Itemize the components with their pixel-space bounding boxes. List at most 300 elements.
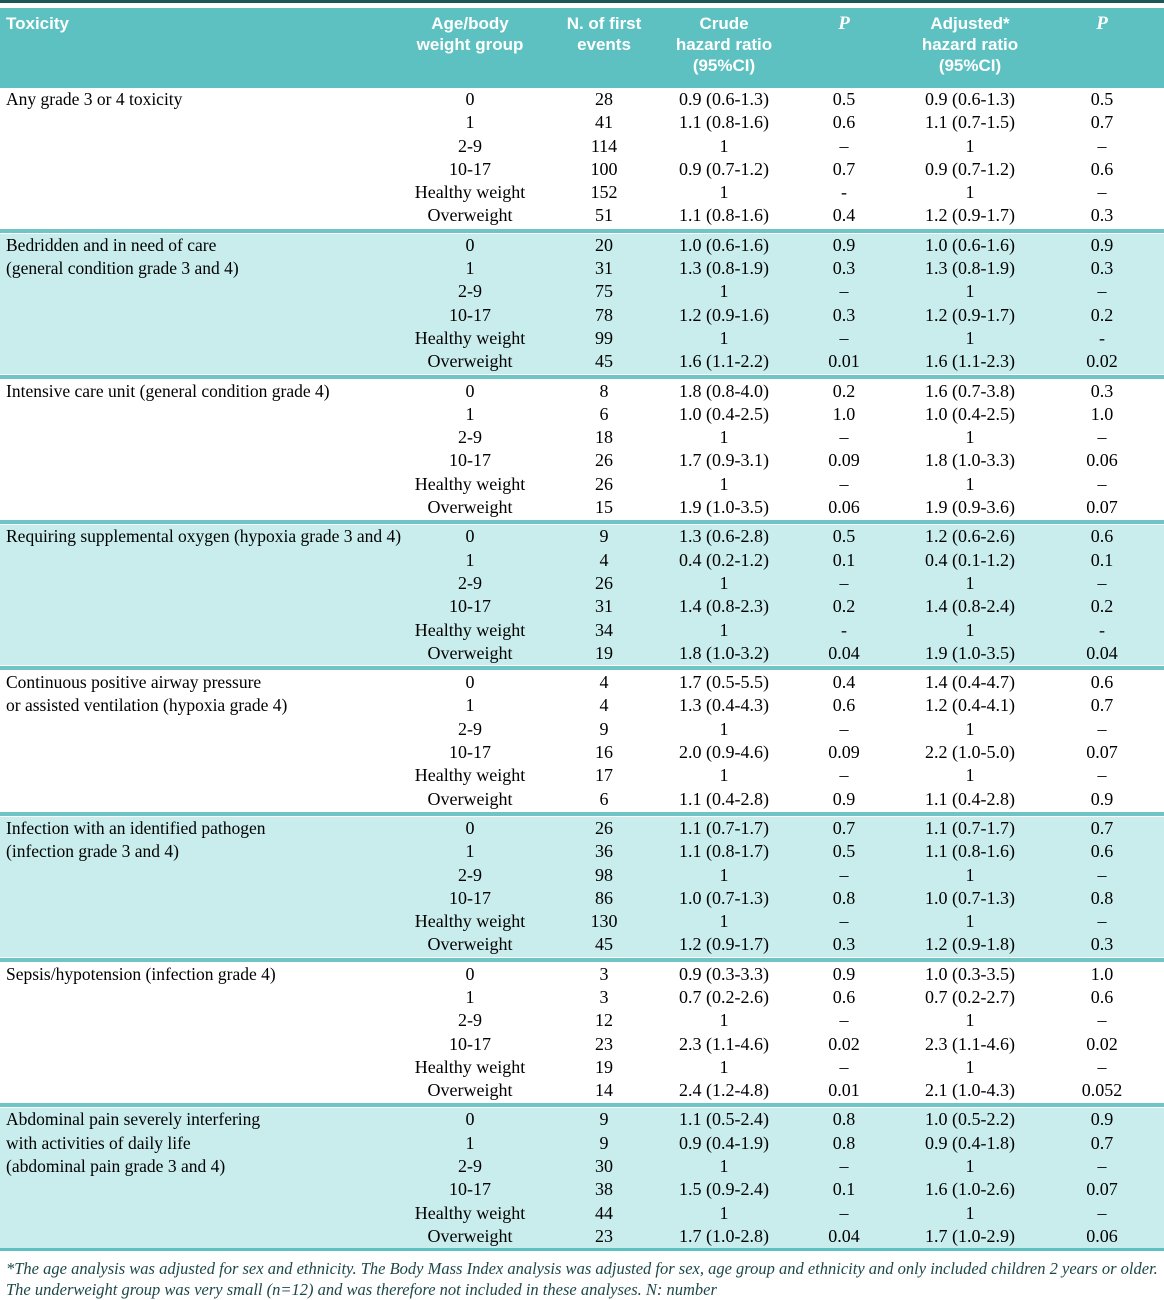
age-group-cell: 0 [465, 234, 475, 255]
crude-hr-cell: 1.8 (1.0-3.2) [679, 642, 769, 663]
adjusted-p-cell: 0.2 [1090, 304, 1114, 325]
toxicity-cell [0, 887, 392, 910]
crude-p-cell: – [839, 1056, 849, 1077]
n-events-cell: 100 [590, 158, 618, 179]
toxicity-cell: Bedridden and in need of care [6, 234, 217, 255]
adjusted-hr-cell: 1 [965, 135, 975, 156]
n-events-cell: 16 [595, 742, 613, 763]
n-events-cell: 34 [595, 619, 613, 640]
crude-hr-cell: 1 [719, 911, 729, 932]
n-events-cell: 44 [595, 1202, 613, 1223]
adjusted-p-cell: 0.3 [1090, 934, 1114, 955]
adjusted-hr-cell: 1 [965, 765, 975, 786]
age-group-cell: 10-17 [449, 596, 491, 617]
table-row [0, 181, 1164, 204]
age-group-cell: 10-17 [449, 450, 491, 471]
crude-hr-cell: 1.4 (0.8-2.3) [679, 596, 769, 617]
table-row [0, 840, 1164, 863]
header-col-n-events: N. of first events [566, 14, 642, 54]
crude-p-cell: 0.09 [828, 450, 860, 471]
toxicity-cell: (infection grade 3 and 4) [6, 841, 179, 862]
crude-p-cell: – [839, 473, 849, 494]
table-row [0, 910, 1164, 933]
toxicity-cell: with activities of daily life [6, 1132, 191, 1153]
toxicity-cell [0, 1178, 392, 1201]
adjusted-hr-cell: 1.2 (0.4-4.1) [925, 695, 1015, 716]
n-events-cell: 18 [595, 427, 613, 448]
adjusted-hr-cell: 1.2 (0.6-2.6) [925, 526, 1015, 547]
n-events-cell: 30 [595, 1156, 613, 1177]
crude-hr-cell: 1.3 (0.6-2.8) [679, 526, 769, 547]
adjusted-hr-cell: 2.1 (1.0-4.3) [925, 1080, 1015, 1101]
n-events-cell: 152 [590, 182, 618, 203]
adjusted-hr-cell: 1.1 (0.7-1.7) [925, 817, 1015, 838]
n-events-cell: 9 [599, 1132, 609, 1153]
toxicity-cell [0, 350, 392, 373]
adjusted-hr-cell: 1 [965, 718, 975, 739]
age-group-cell: 1 [465, 841, 475, 862]
crude-hr-cell: 1.1 (0.5-2.4) [679, 1109, 769, 1130]
table-row [0, 304, 1164, 327]
crude-p-cell: 0.4 [832, 205, 856, 226]
n-events-cell: 51 [595, 205, 613, 226]
adjusted-hr-cell: 1 [965, 281, 975, 302]
crude-hr-cell: 0.4 (0.2-1.2) [679, 549, 769, 570]
toxicity-group [0, 1108, 1164, 1248]
adjusted-p-cell: 0.9 [1090, 234, 1114, 255]
adjusted-p-cell: – [1097, 864, 1107, 885]
crude-hr-cell: 1.1 (0.7-1.7) [679, 817, 769, 838]
toxicity-cell [0, 496, 392, 519]
toxicity-cell [0, 864, 392, 887]
adjusted-p-cell: – [1097, 1010, 1107, 1031]
header-col-age-group: Age/body weight group [416, 14, 524, 54]
age-group-cell: 0 [465, 963, 475, 984]
age-group-cell: Healthy weight [414, 911, 526, 932]
adjusted-hr-cell: 1.7 (1.0-2.9) [925, 1225, 1015, 1246]
n-events-cell: 45 [595, 934, 613, 955]
adjusted-p-cell: – [1097, 1156, 1107, 1177]
table-row [0, 741, 1164, 764]
toxicity-cell [0, 1056, 392, 1079]
adjusted-hr-cell: 1 [965, 1202, 975, 1223]
crude-hr-cell: 1.0 (0.7-1.3) [679, 887, 769, 908]
crude-p-cell: 0.9 [832, 963, 856, 984]
crude-p-cell: – [839, 572, 849, 593]
adjusted-p-cell: 0.3 [1090, 205, 1114, 226]
toxicity-cell [0, 426, 392, 449]
header-col-crude-hr: Crude hazard ratio (95%CI) [675, 14, 773, 75]
crude-p-cell: – [839, 1010, 849, 1031]
age-group-cell: 0 [465, 526, 475, 547]
n-events-cell: 3 [599, 986, 609, 1007]
crude-p-cell: 0.4 [832, 672, 856, 693]
crude-p-cell: 0.8 [832, 1132, 856, 1153]
table-row [0, 158, 1164, 181]
toxicity-group [0, 525, 1164, 665]
adjusted-p-cell: - [1099, 327, 1105, 348]
table-row [0, 595, 1164, 618]
toxicity-group [0, 234, 1164, 374]
n-events-cell: 9 [599, 526, 609, 547]
age-group-cell: 0 [465, 672, 475, 693]
crude-hr-cell: 1.0 (0.4-2.5) [679, 403, 769, 424]
age-group-cell: 2-9 [458, 864, 482, 885]
table-row [0, 1056, 1164, 1079]
age-group-cell: 2-9 [458, 281, 482, 302]
table-row [0, 1079, 1164, 1102]
age-group-cell: Healthy weight [414, 1202, 526, 1223]
n-events-cell: 36 [595, 841, 613, 862]
table-row [0, 619, 1164, 642]
toxicity-cell: Continuous positive airway pressure [6, 672, 262, 693]
table-row [0, 1202, 1164, 1225]
table-row [0, 426, 1164, 449]
crude-hr-cell: 1 [719, 718, 729, 739]
n-events-cell: 28 [595, 89, 613, 109]
crude-hr-cell: 1 [719, 765, 729, 786]
toxicity-cell: Sepsis/hypotension (infection grade 4) [6, 963, 276, 984]
crude-hr-cell: 1.1 (0.8-1.6) [679, 205, 769, 226]
crude-hr-cell: 0.9 (0.4-1.9) [679, 1132, 769, 1153]
n-events-cell: 130 [590, 911, 618, 932]
table-row [0, 496, 1164, 519]
n-events-cell: 98 [595, 864, 613, 885]
n-events-cell: 23 [595, 1033, 613, 1054]
age-group-cell: Healthy weight [414, 765, 526, 786]
n-events-cell: 45 [595, 351, 613, 372]
age-group-cell: 2-9 [458, 427, 482, 448]
n-events-cell: 99 [595, 327, 613, 348]
adjusted-p-cell: 0.7 [1090, 695, 1114, 716]
table-header [0, 8, 1164, 88]
age-group-cell: 0 [465, 1109, 475, 1130]
adjusted-hr-cell: 1.9 (1.0-3.5) [925, 642, 1015, 663]
adjusted-p-cell: 0.6 [1090, 158, 1114, 179]
n-events-cell: 6 [599, 788, 609, 809]
table-row [0, 788, 1164, 811]
adjusted-p-cell: 0.07 [1086, 1179, 1118, 1200]
table-row [0, 1132, 1164, 1155]
crude-p-cell: 0.8 [832, 1109, 856, 1130]
toxicity-cell [0, 741, 392, 764]
adjusted-hr-cell: 1.0 (0.4-2.5) [925, 403, 1015, 424]
adjusted-hr-cell: 0.9 (0.6-1.3) [925, 89, 1015, 109]
table-row [0, 642, 1164, 665]
n-events-cell: 31 [595, 258, 613, 279]
age-group-cell: 2-9 [458, 1010, 482, 1031]
adjusted-hr-cell: 1.0 (0.7-1.3) [925, 887, 1015, 908]
n-events-cell: 31 [595, 596, 613, 617]
toxicity-cell: (abdominal pain grade 3 and 4) [6, 1156, 226, 1177]
crude-hr-cell: 1 [719, 619, 729, 640]
age-group-cell: 0 [465, 380, 475, 401]
crude-p-cell: - [841, 182, 847, 203]
table-top-border [0, 0, 1164, 8]
crude-p-cell: 0.6 [832, 695, 856, 716]
crude-p-cell: – [839, 327, 849, 348]
n-events-cell: 86 [595, 887, 613, 908]
adjusted-p-cell: 0.06 [1086, 450, 1118, 471]
age-group-cell: 1 [465, 258, 475, 279]
n-events-cell: 4 [599, 549, 609, 570]
adjusted-hr-cell: 0.9 (0.7-1.2) [925, 158, 1015, 179]
crude-hr-cell: 1.9 (1.0-3.5) [679, 497, 769, 518]
n-events-cell: 23 [595, 1225, 613, 1246]
adjusted-p-cell: – [1097, 765, 1107, 786]
adjusted-p-cell: 0.1 [1090, 549, 1114, 570]
table-row [0, 449, 1164, 472]
toxicity-cell [0, 764, 392, 787]
n-events-cell: 41 [595, 112, 613, 133]
n-events-cell: 20 [595, 234, 613, 255]
adjusted-hr-cell: 1.6 (0.7-3.8) [925, 380, 1015, 401]
table-row [0, 327, 1164, 350]
age-group-cell: 10-17 [449, 304, 491, 325]
toxicity-cell: Infection with an identified pathogen [6, 817, 266, 838]
adjusted-p-cell: 0.6 [1090, 672, 1114, 693]
crude-hr-cell: 2.4 (1.2-4.8) [679, 1080, 769, 1101]
crude-hr-cell: 1.2 (0.9-1.6) [679, 304, 769, 325]
adjusted-p-cell: 0.6 [1090, 841, 1114, 862]
adjusted-hr-cell: 1.6 (1.1-2.3) [925, 351, 1015, 372]
toxicity-cell [0, 1202, 392, 1225]
crude-hr-cell: 0.9 (0.6-1.3) [679, 89, 769, 109]
table-row [0, 764, 1164, 787]
adjusted-hr-cell: 1 [965, 572, 975, 593]
toxicity-cell [0, 158, 392, 181]
adjusted-hr-cell: 1 [965, 1010, 975, 1031]
n-events-cell: 14 [595, 1080, 613, 1101]
adjusted-p-cell: 0.7 [1090, 817, 1114, 838]
table-body [0, 88, 1164, 1248]
adjusted-hr-cell: 1.3 (0.8-1.9) [925, 258, 1015, 279]
n-events-cell: 4 [599, 672, 609, 693]
adjusted-p-cell: 0.7 [1090, 1132, 1114, 1153]
age-group-cell: Overweight [427, 205, 513, 226]
age-group-cell: Overweight [427, 934, 513, 955]
crude-p-cell: 0.5 [832, 841, 856, 862]
toxicity-cell [0, 181, 392, 204]
adjusted-hr-cell: 1.9 (0.9-3.6) [925, 497, 1015, 518]
table-row [0, 403, 1164, 426]
adjusted-p-cell: – [1097, 427, 1107, 448]
toxicity-cell [0, 1009, 392, 1032]
age-group-cell: 2-9 [458, 718, 482, 739]
toxicity-cell [0, 1033, 392, 1056]
adjusted-p-cell: 0.02 [1086, 351, 1118, 372]
crude-hr-cell: 1 [719, 135, 729, 156]
crude-p-cell: – [839, 1156, 849, 1177]
crude-p-cell: – [839, 718, 849, 739]
age-group-cell: Healthy weight [414, 619, 526, 640]
toxicity-cell [0, 910, 392, 933]
table-row [0, 525, 1164, 548]
adjusted-hr-cell: 2.2 (1.0-5.0) [925, 742, 1015, 763]
age-group-cell: 1 [465, 695, 475, 716]
adjusted-p-cell: – [1097, 1202, 1107, 1223]
age-group-cell: 10-17 [449, 1033, 491, 1054]
toxicity-cell: Requiring supplemental oxygen (hypoxia grade 3 and 4) [6, 526, 402, 547]
adjusted-hr-cell: 0.4 (0.1-1.2) [925, 549, 1015, 570]
crude-hr-cell: 1.2 (0.9-1.7) [679, 934, 769, 955]
adjusted-p-cell: 0.6 [1090, 526, 1114, 547]
n-events-cell: 4 [599, 695, 609, 716]
crude-p-cell: 0.7 [832, 158, 856, 179]
adjusted-hr-cell: 1 [965, 182, 975, 203]
adjusted-p-cell: 0.9 [1090, 1109, 1114, 1130]
adjusted-hr-cell: 1 [965, 427, 975, 448]
adjusted-hr-cell: 1.2 (0.9-1.7) [925, 304, 1015, 325]
n-events-cell: 75 [595, 281, 613, 302]
table-row [0, 280, 1164, 303]
crude-hr-cell: 2.0 (0.9-4.6) [679, 742, 769, 763]
toxicity-cell [0, 1225, 392, 1248]
table-row [0, 718, 1164, 741]
age-group-cell: 1 [465, 112, 475, 133]
toxicity-cell [0, 788, 392, 811]
adjusted-p-cell: 0.07 [1086, 497, 1118, 518]
toxicity-cell [0, 403, 392, 426]
age-group-cell: 10-17 [449, 158, 491, 179]
n-events-cell: 17 [595, 765, 613, 786]
adjusted-hr-cell: 2.3 (1.1-4.6) [925, 1033, 1015, 1054]
n-events-cell: 19 [595, 1056, 613, 1077]
adjusted-p-cell: - [1099, 619, 1105, 640]
toxicity-cell [0, 718, 392, 741]
adjusted-p-cell: 0.02 [1086, 1033, 1118, 1054]
crude-hr-cell: 1 [719, 1156, 729, 1177]
adjusted-hr-cell: 1.0 (0.6-1.6) [925, 234, 1015, 255]
adjusted-hr-cell: 1.4 (0.4-4.7) [925, 672, 1015, 693]
crude-hr-cell: 1.5 (0.9-2.4) [679, 1179, 769, 1200]
adjusted-p-cell: 0.3 [1090, 258, 1114, 279]
crude-p-cell: 0.9 [832, 234, 856, 255]
crude-p-cell: 0.1 [832, 1179, 856, 1200]
table-row [0, 671, 1164, 694]
crude-hr-cell: 1.8 (0.8-4.0) [679, 380, 769, 401]
table-row [0, 1155, 1164, 1178]
toxicity-group [0, 88, 1164, 228]
crude-p-cell: - [841, 619, 847, 640]
crude-hr-cell: 1 [719, 1202, 729, 1223]
adjusted-hr-cell: 1 [965, 1156, 975, 1177]
n-events-cell: 26 [595, 572, 613, 593]
n-events-cell: 26 [595, 817, 613, 838]
toxicity-cell: Intensive care unit (general condition grade 4) [6, 380, 330, 401]
adjusted-p-cell: 0.07 [1086, 742, 1118, 763]
adjusted-hr-cell: 1.8 (1.0-3.3) [925, 450, 1015, 471]
crude-p-cell: – [839, 911, 849, 932]
table-row [0, 572, 1164, 595]
adjusted-p-cell: – [1097, 281, 1107, 302]
adjusted-p-cell: – [1097, 182, 1107, 203]
toxicity-cell: (general condition grade 3 and 4) [6, 258, 239, 279]
crude-p-cell: 0.06 [828, 497, 860, 518]
age-group-cell: Overweight [427, 497, 513, 518]
crude-p-cell: 0.04 [828, 642, 860, 663]
age-group-cell: 1 [465, 986, 475, 1007]
adjusted-p-cell: 0.052 [1081, 1080, 1123, 1101]
crude-p-cell: 0.2 [832, 596, 856, 617]
adjusted-hr-cell: 1 [965, 619, 975, 640]
table-row [0, 1225, 1164, 1248]
age-group-cell: Overweight [427, 351, 513, 372]
crude-hr-cell: 1.7 (0.9-3.1) [679, 450, 769, 471]
n-events-cell: 9 [599, 1109, 609, 1130]
adjusted-p-cell: 0.04 [1086, 642, 1118, 663]
crude-hr-cell: 1 [719, 327, 729, 348]
crude-hr-cell: 1 [719, 182, 729, 203]
adjusted-p-cell: 0.5 [1090, 89, 1114, 109]
table-row [0, 204, 1164, 227]
header-col-adjusted-p: P [1096, 13, 1108, 34]
age-group-cell: Overweight [427, 642, 513, 663]
crude-p-cell: – [839, 427, 849, 448]
toxicity-cell: Abdominal pain severely interfering [6, 1109, 261, 1130]
crude-hr-cell: 1.7 (1.0-2.8) [679, 1225, 769, 1246]
age-group-cell: 10-17 [449, 742, 491, 763]
crude-p-cell: 0.3 [832, 934, 856, 955]
adjusted-p-cell: – [1097, 911, 1107, 932]
crude-p-cell: 0.6 [832, 986, 856, 1007]
crude-p-cell: 0.8 [832, 887, 856, 908]
crude-p-cell: – [839, 135, 849, 156]
adjusted-p-cell: 1.0 [1090, 403, 1114, 424]
age-group-cell: Overweight [427, 1080, 513, 1101]
age-group-cell: Healthy weight [414, 473, 526, 494]
crude-p-cell: 0.01 [828, 351, 860, 372]
crude-p-cell: – [839, 1202, 849, 1223]
adjusted-hr-cell: 1 [965, 864, 975, 885]
table-row [0, 817, 1164, 840]
toxicity-cell [0, 549, 392, 572]
toxicity-cell [0, 572, 392, 595]
adjusted-hr-cell: 1.0 (0.5-2.2) [925, 1109, 1015, 1130]
adjusted-hr-cell: 0.9 (0.4-1.8) [925, 1132, 1015, 1153]
toxicity-cell [0, 1079, 392, 1102]
adjusted-p-cell: 0.3 [1090, 380, 1114, 401]
crude-p-cell: 0.3 [832, 304, 856, 325]
age-group-cell: 0 [465, 817, 475, 838]
crude-hr-cell: 1.3 (0.8-1.9) [679, 258, 769, 279]
age-group-cell: 10-17 [449, 1179, 491, 1200]
crude-p-cell: 0.3 [832, 258, 856, 279]
n-events-cell: 6 [599, 403, 609, 424]
crude-hr-cell: 1.0 (0.6-1.6) [679, 234, 769, 255]
crude-p-cell: 0.9 [832, 788, 856, 809]
adjusted-hr-cell: 1.2 (0.9-1.8) [925, 934, 1015, 955]
table-row [0, 350, 1164, 373]
age-group-cell: 0 [465, 89, 475, 109]
crude-p-cell: 0.5 [832, 89, 856, 109]
adjusted-p-cell: – [1097, 572, 1107, 593]
table-row [0, 257, 1164, 280]
table-row [0, 135, 1164, 158]
age-group-cell: 2-9 [458, 572, 482, 593]
crude-p-cell: 0.1 [832, 549, 856, 570]
toxicity-cell [0, 304, 392, 327]
adjusted-p-cell: – [1097, 718, 1107, 739]
adjusted-hr-cell: 1 [965, 911, 975, 932]
toxicity-cell [0, 595, 392, 618]
table-row [0, 111, 1164, 134]
n-events-cell: 3 [599, 963, 609, 984]
age-group-cell: 10-17 [449, 887, 491, 908]
adjusted-hr-cell: 1.4 (0.8-2.4) [925, 596, 1015, 617]
crude-hr-cell: 1 [719, 1010, 729, 1031]
crude-hr-cell: 1.1 (0.8-1.7) [679, 841, 769, 862]
